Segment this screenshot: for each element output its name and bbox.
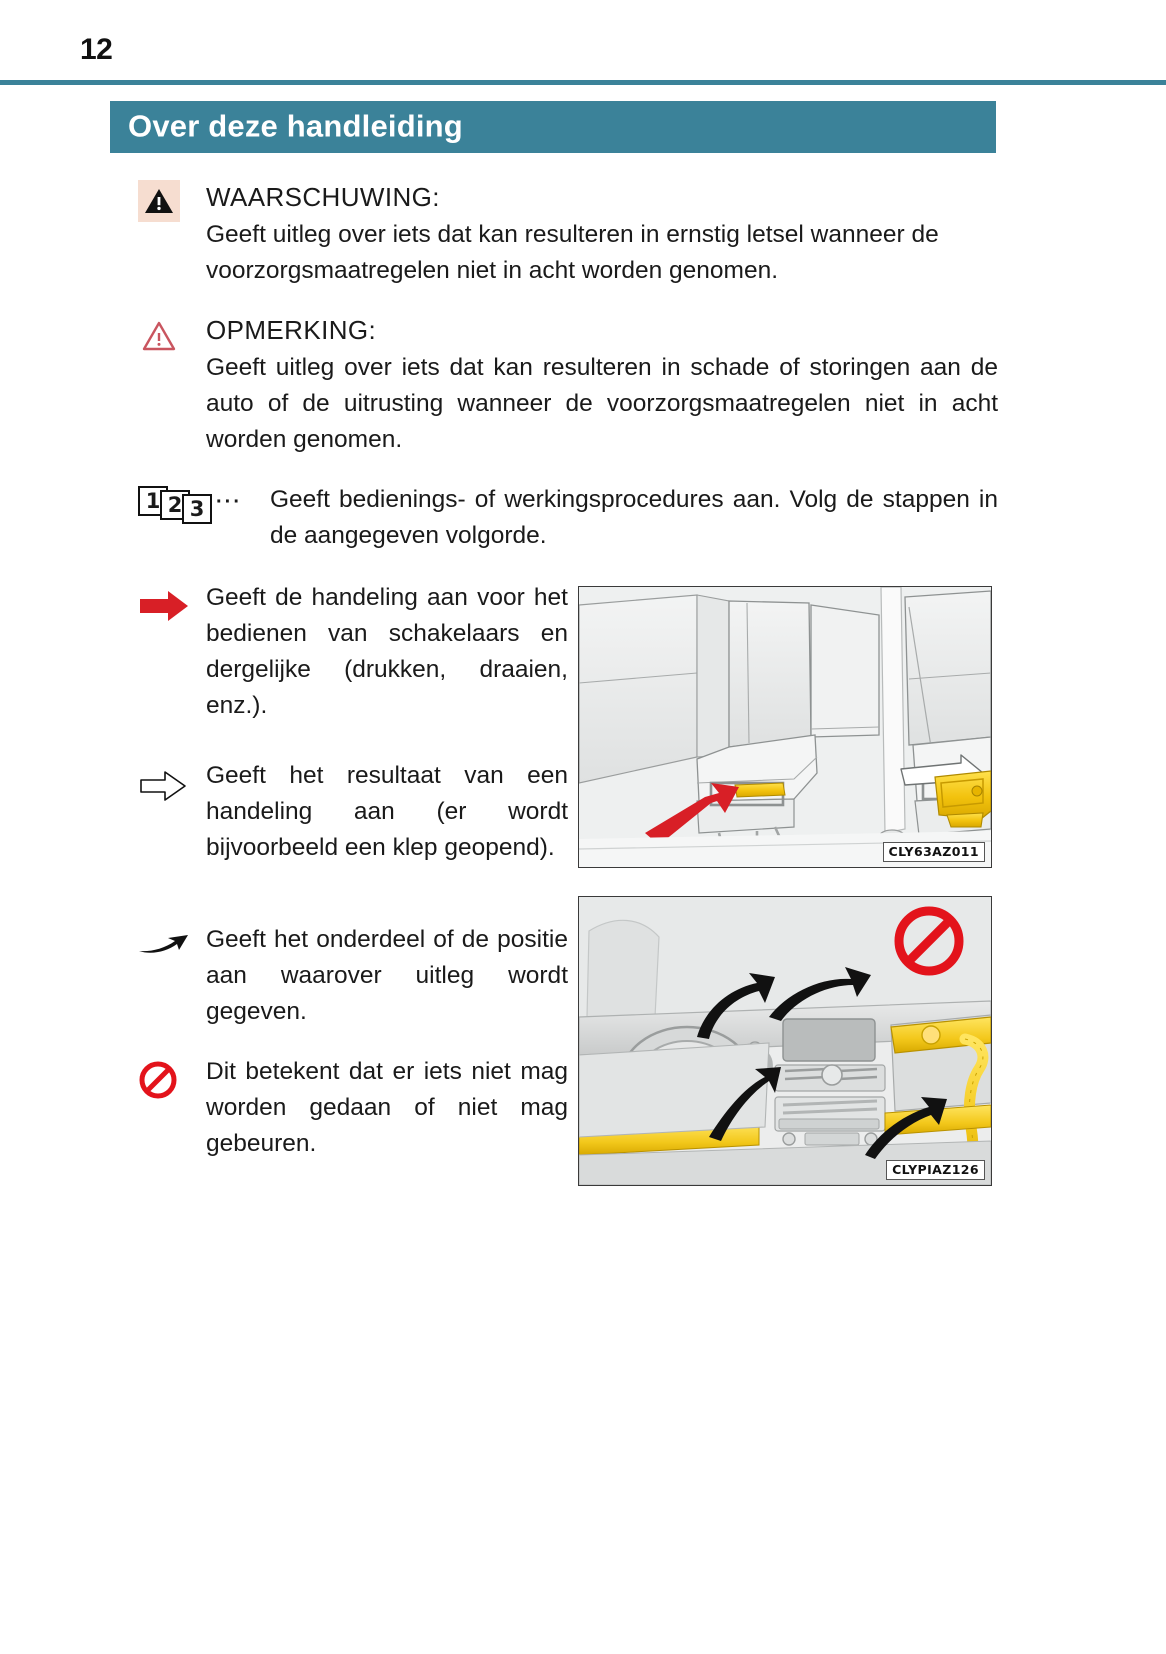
legend-item-red-arrow xyxy=(138,580,568,724)
warning-label: WAARSCHUWING: xyxy=(206,182,440,212)
figure-code-label: CLY63AZ011 xyxy=(883,842,985,862)
notice-label: OPMERKING: xyxy=(206,315,377,346)
outline-arrow-description: Geeft het resultaat van een handeling aan (er wordt bijvoorbeeld een klep geopend). xyxy=(206,762,568,862)
legend-item-notice xyxy=(138,311,998,458)
figure-code-label: CLYPIAZ126 xyxy=(886,1160,985,1180)
legend-item-outline-arrow xyxy=(138,758,568,866)
step-box-2: 2 xyxy=(160,490,190,520)
icon-column xyxy=(138,311,198,357)
page-title: Over deze handleiding xyxy=(128,108,463,144)
dashboard-prohibition-illustration xyxy=(578,896,992,1186)
numbered-steps-icon: 1 2 3 ··· xyxy=(138,486,246,520)
red-arrow-description: Geeft de handeling aan voor het bedienen van schakelaars en dergelijke (drukken, draaien, enz.). xyxy=(206,584,568,720)
prohibition-icon xyxy=(138,1060,178,1100)
swoosh-arrow-icon xyxy=(138,932,190,958)
icon-column xyxy=(138,1054,198,1100)
header-rule xyxy=(0,80,1166,85)
step-box-1: 1 xyxy=(138,486,168,516)
notice-text-block xyxy=(206,311,998,458)
icon-column xyxy=(138,922,198,958)
notice-description: Geeft uitleg over iets dat kan resulteren in schade of storingen aan de auto of de uitrusting wanneer de voorzorgsmaatregelen niet in acht worden genomen. xyxy=(206,354,998,454)
swoosh-arrow-description: Geeft het onderdeel of de positie aan waarover uitleg wordt gegeven. xyxy=(206,926,568,1026)
warning-triangle-icon xyxy=(138,180,180,222)
legend-item-swoosh-arrow xyxy=(138,922,568,1030)
step-box-3: 3 xyxy=(182,494,212,524)
legend-item-warning xyxy=(138,178,998,289)
legend-item-prohibition xyxy=(138,1054,568,1162)
icon-column xyxy=(138,580,198,622)
section-title-bar xyxy=(110,101,996,153)
notice-triangle-icon xyxy=(138,315,180,357)
page-number: 12 xyxy=(80,33,113,66)
red-arrow-icon xyxy=(138,590,190,622)
rear-seat-latch-illustration xyxy=(578,586,992,868)
legend-item-steps xyxy=(138,482,998,554)
warning-text-block xyxy=(206,178,998,289)
icon-column xyxy=(138,482,270,520)
icon-column xyxy=(138,178,198,222)
warning-description: Geeft uitleg over iets dat kan resulteren in ernstig letsel wanneer de voorzorgsmaatregelen niet in acht worden genomen. xyxy=(206,221,939,285)
outline-arrow-icon xyxy=(138,770,188,802)
steps-description: Geeft bedienings- of werkingsprocedures aan. Volg de stappen in de aangegeven volgorde. xyxy=(270,486,998,550)
icon-column xyxy=(138,758,198,802)
prohibition-description: Dit betekent dat er iets niet mag worden gedaan of niet mag gebeuren. xyxy=(206,1058,568,1158)
